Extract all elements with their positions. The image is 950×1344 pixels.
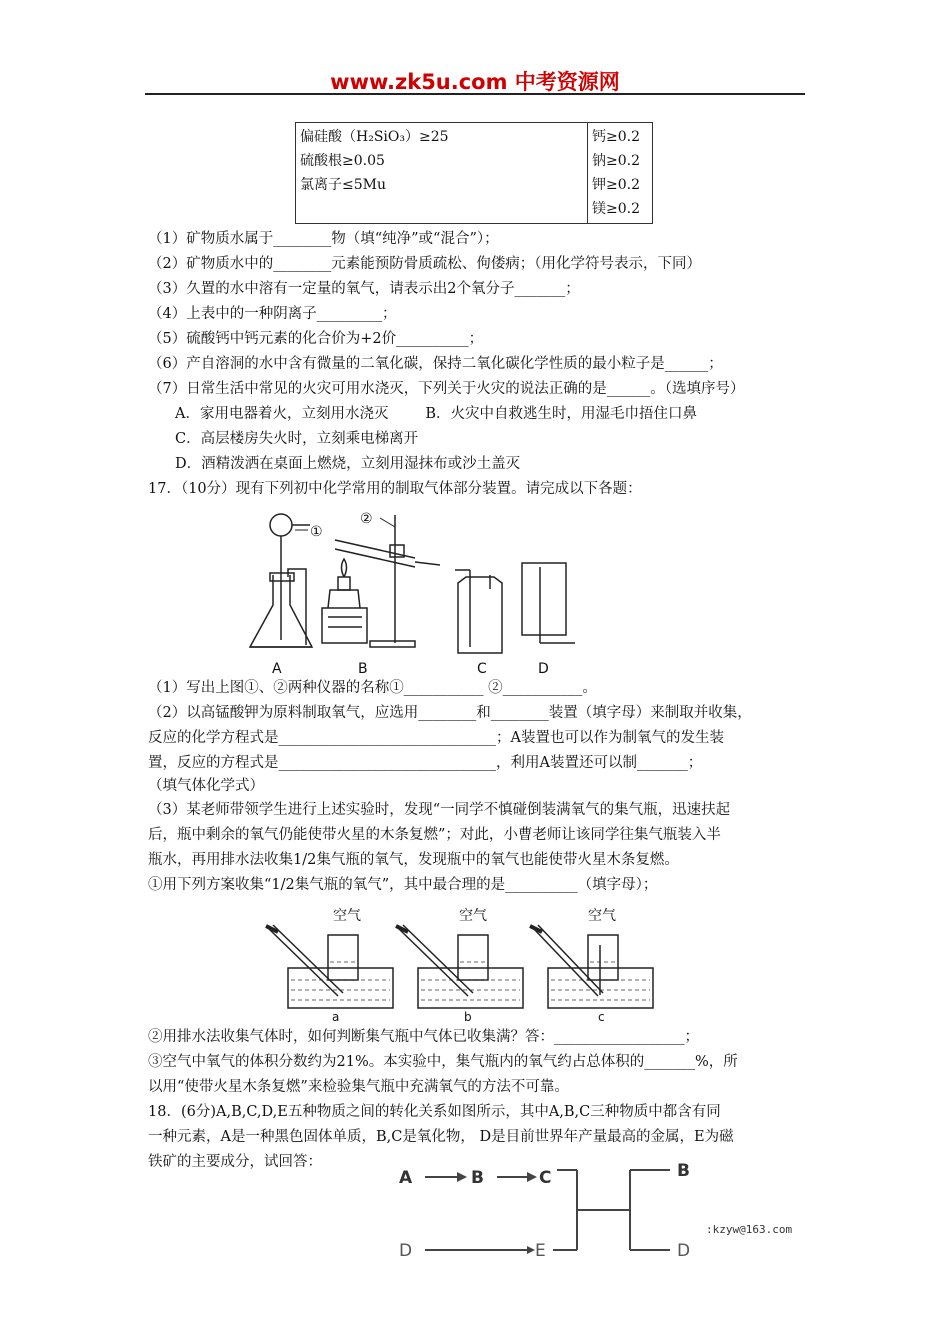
q16-option: D．酒精泼洒在桌面上燃烧，立刻用湿抹布或沙土盖灭: [175, 456, 521, 472]
q17-line: 瓶水，再用排水法收集1/2集气瓶的氧气，发现瓶中的氧气也能使带火星木条复燃。: [148, 852, 679, 868]
q18-line: 一种元素，A是一种黑色固体单质，B,C是氧化物， D是目前世界年产量最高的金属，E为磁: [148, 1129, 734, 1145]
site-header-title[interactable]: www.zk5u.com 中考资源网: [330, 70, 620, 94]
q17-line: 反应的化学方程式是______________________________；A装置也可以作为制氧气的发生装: [148, 730, 724, 746]
q17-line: 后，瓶中剩余的氧气仍能使带火星的木条复燃”；对此，小曹老师让该同学往集气瓶装入半: [148, 827, 721, 843]
marker-1: ①: [310, 524, 323, 540]
apparatus-label-c: C: [477, 661, 487, 677]
node-right-b: B: [677, 1161, 690, 1181]
q16-line: （2）矿物质水中的________元素能预防骨质疏松、佝偻病；（用化学符号表示，下同）: [148, 256, 701, 272]
q17-line: ③空气中氧气的体积分数约为21%。本实验中，集气瓶内的氧气约占总体积的_______%，所: [148, 1054, 738, 1070]
mineral-water-label-table: [295, 122, 653, 224]
marker-2: ②: [360, 511, 373, 527]
table-item: 偏硅酸（H₂SiO₃）≥25: [300, 129, 449, 145]
table-item: 硫酸根≥0.05: [300, 153, 385, 169]
scheme-label-b: b: [464, 1010, 472, 1022]
q16-option: A．家用电器着火，立刻用水浇灭 B．火灾中自救逃生时，用湿毛巾捂住口鼻: [175, 406, 697, 422]
apparatus-label-a: A: [272, 661, 282, 677]
header-rule: [145, 93, 805, 95]
node-e: E: [535, 1241, 546, 1260]
q16-line: （6）产自溶洞的水中含有微量的二氧化碳，保持二氧化碳化学性质的最小粒子是______；: [148, 356, 723, 372]
q17-line: （1）写出上图①、②两种仪器的名称①___________ ②___________。: [148, 680, 597, 696]
air-label: 空气: [588, 908, 616, 924]
q16-option: C．高层楼房失火时，立刻乘电梯离开: [175, 431, 419, 447]
q17-intro: 17．（10分）现有下列初中化学常用的制取气体部分装置。请完成以下各题：: [148, 481, 642, 497]
node-d: D: [399, 1241, 413, 1260]
q18-line: 铁矿的主要成分，试回答：: [148, 1154, 322, 1170]
q17-line: （2）以高锰酸钾为原料制取氧气，应选用________和________装置（填字母）来制取并收集，: [148, 705, 752, 721]
q17-line: 以用“使带火星木条复燃”来检验集气瓶中充满氧气的方法不可靠。: [148, 1079, 569, 1095]
node-right-d: D: [677, 1241, 691, 1260]
apparatus-label-d: D: [538, 661, 549, 677]
scheme-label-a: a: [332, 1010, 340, 1022]
q16-line: （5）硫酸钙中钙元素的化合价为+2价__________；: [148, 331, 484, 347]
air-label: 空气: [459, 908, 487, 924]
air-label: 空气: [333, 908, 361, 924]
table-item: 镁≥0.2: [592, 201, 640, 217]
q17-line: （3）某老师带领学生进行上述实验时，发现“一同学不慎碰倒装满氧气的集气瓶，迅速扶起: [148, 802, 731, 818]
footer-email[interactable]: :kzyw@163.com: [706, 1223, 793, 1236]
q16-line: （3）久置的水中溶有一定量的氧气，请表示出2个氧分子_______；: [148, 281, 580, 297]
q17-line: 置，反应的方程式是______________________________，利用A装置还可以制_______；: [148, 755, 703, 771]
scheme-label-c: c: [598, 1010, 605, 1022]
table-item: 氯离子≤5Mu: [300, 177, 386, 193]
conversion-diagram: [385, 1150, 705, 1260]
gas-apparatus-figure: [240, 505, 600, 677]
table-item: 钙≥0.2: [592, 129, 640, 145]
table-item: 钾≥0.2: [592, 177, 640, 193]
collection-schemes-figure: [258, 900, 668, 1022]
q18-line: 18．(6分)A,B,C,D,E五种物质之间的转化关系如图所示，其中A,B,C三种物质中都含有同: [148, 1104, 721, 1120]
q16-line: （1）矿物质水属于________物（填“纯净”或“混合”）；: [148, 231, 499, 247]
node-a: A: [399, 1168, 413, 1188]
table-right-cell: [588, 123, 653, 224]
q16-line: （7）日常生活中常见的火灾可用水浇灭，下列关于火灾的说法正确的是______。（选填序号）: [148, 381, 745, 397]
apparatus-label-b: B: [358, 661, 368, 677]
q17-line: ②用排水法收集气体时，如何判断集气瓶中气体已收集满？答：__________________；: [148, 1029, 699, 1045]
node-b: B: [471, 1168, 484, 1188]
q17-line: （填气体化学式）: [148, 778, 264, 794]
q17-line: ①用下列方案收集“1/2集气瓶的氧气”，其中最合理的是__________（填字母）；: [148, 877, 658, 893]
table-item: 钠≥0.2: [592, 153, 640, 169]
node-c: C: [539, 1168, 552, 1188]
table-left-cell: [296, 123, 588, 224]
q16-line: （4）上表中的一种阴离子_________；: [148, 306, 397, 322]
